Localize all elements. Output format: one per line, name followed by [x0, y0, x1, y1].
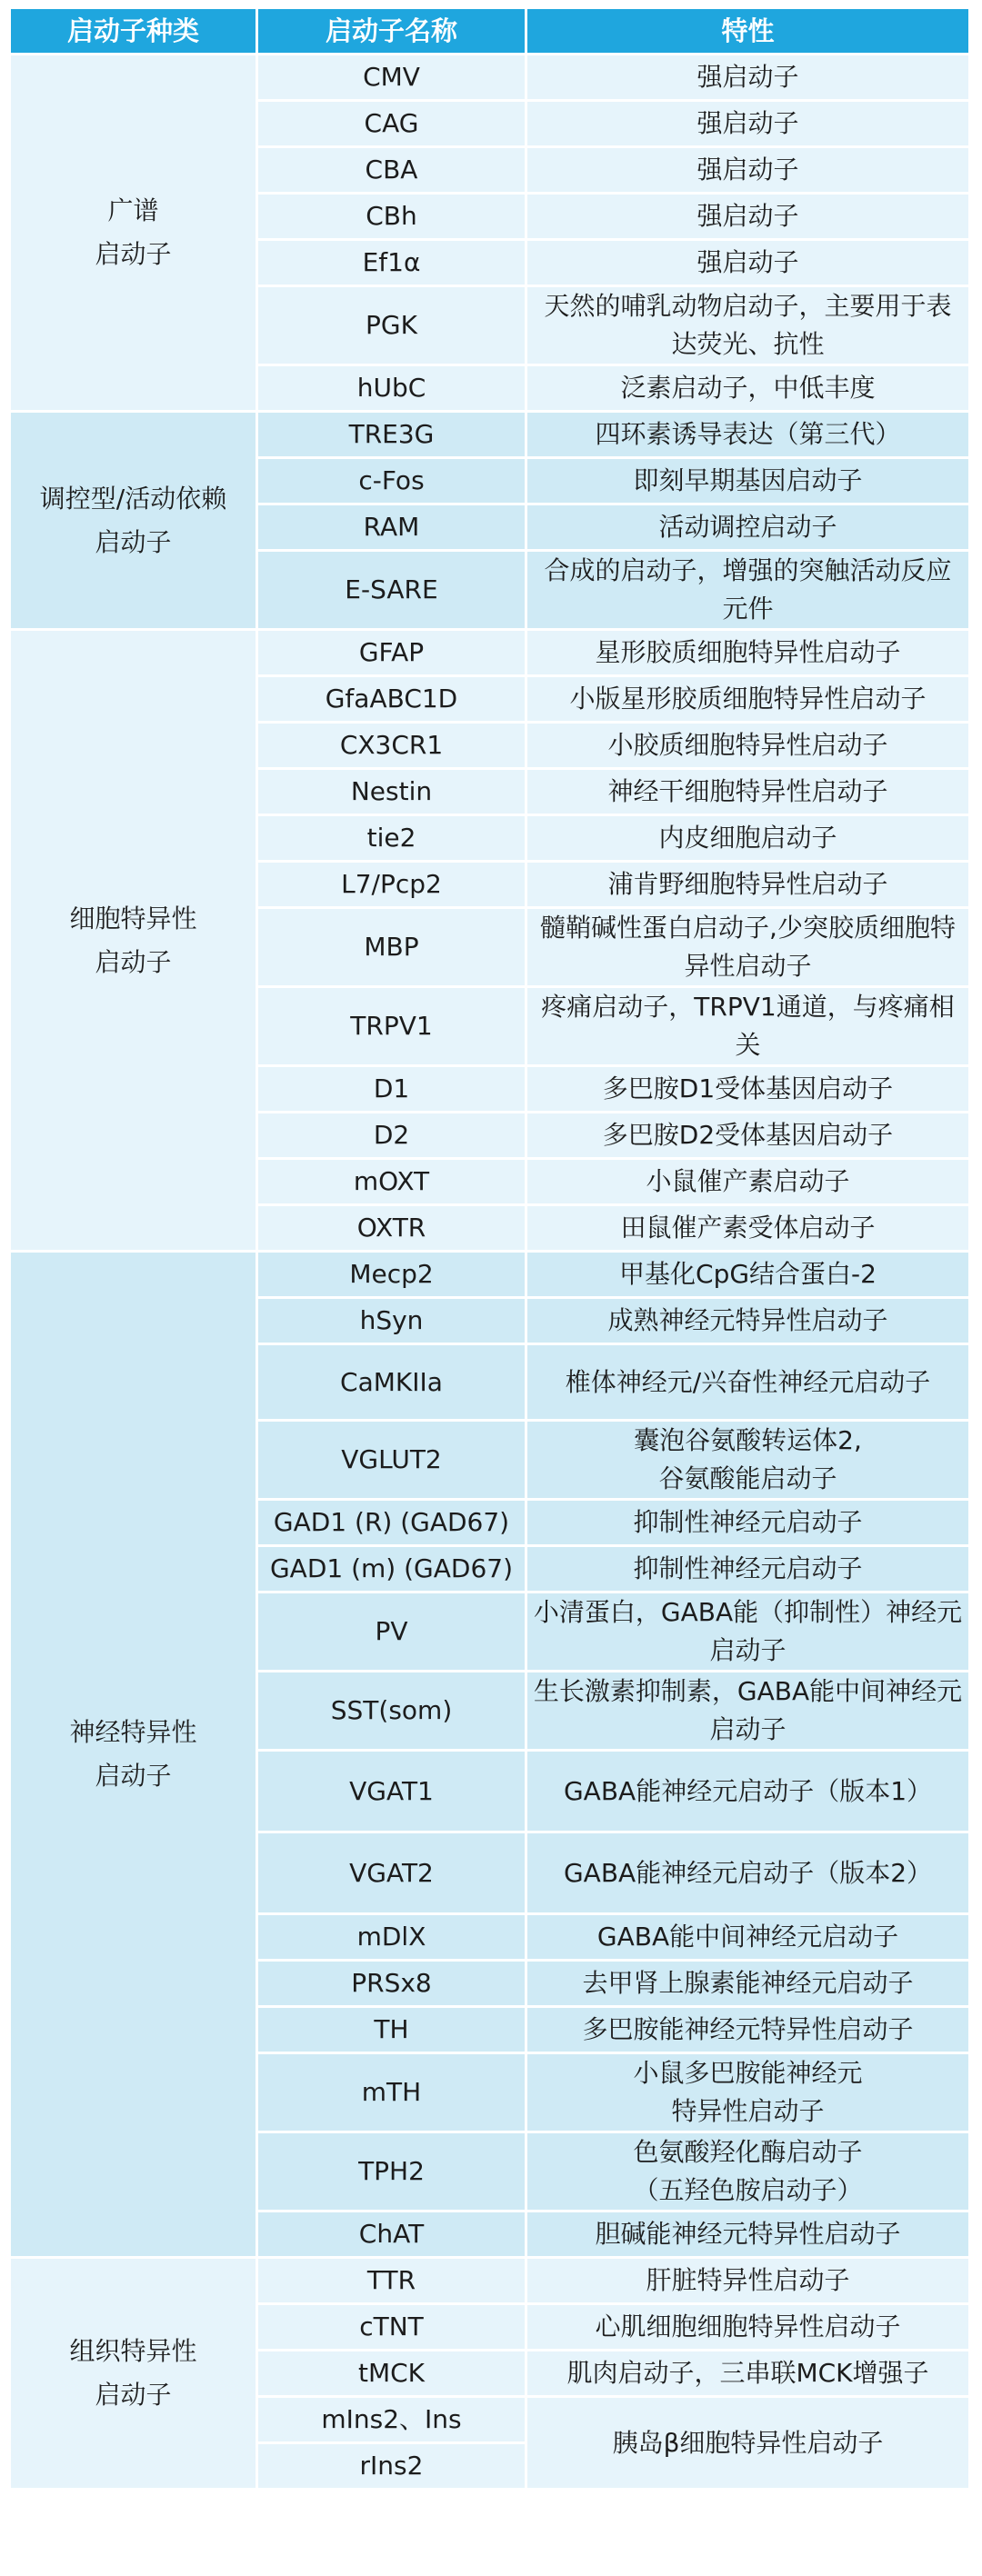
promoter-name-cell: L7/Pcp2 — [258, 863, 527, 909]
promoter-feature-cell: 神经干细胞特异性启动子 — [527, 770, 971, 816]
promoter-feature-cell: 肌肉启动子，三串联MCK增强子 — [527, 2351, 971, 2398]
promoter-name-cell: mIns2、Ins — [258, 2398, 527, 2444]
promoter-feature-cell: 强启动子 — [527, 195, 971, 241]
promoter-name-cell: CAG — [258, 102, 527, 148]
promoter-name-cell: GfaABC1D — [258, 677, 527, 724]
table-row — [11, 55, 971, 102]
promoter-feature-cell: 活动调控启动子 — [527, 505, 971, 552]
promoter-feature-cell: 田鼠催产素受体启动子 — [527, 1206, 971, 1253]
category-cell: 细胞特异性 启动子 — [11, 631, 258, 1253]
promoter-name-cell: mDlX — [258, 1915, 527, 1962]
table-row — [11, 631, 971, 677]
promoter-name-cell: CX3CR1 — [258, 724, 527, 770]
promoter-feature-cell: 甲基化CpG结合蛋白-2 — [527, 1253, 971, 1299]
promoter-feature-cell: GABA能神经元启动子（版本2） — [527, 1833, 971, 1915]
promoter-name-cell: GAD1 (m) (GAD67) — [258, 1547, 527, 1593]
promoter-name-cell: RAM — [258, 505, 527, 552]
promoter-feature-cell: 浦肯野细胞特异性启动子 — [527, 863, 971, 909]
promoter-name-cell: VGLUT2 — [258, 1422, 527, 1501]
promoter-name-cell: GAD1 (R) (GAD67) — [258, 1501, 527, 1547]
promoter-table — [11, 9, 971, 2491]
promoter-name-cell: CMV — [258, 55, 527, 102]
promoter-feature-cell: 抑制性神经元启动子 — [527, 1501, 971, 1547]
promoter-feature-cell: 天然的哺乳动物启动子，主要用于表达荧光、抗性 — [527, 287, 971, 366]
promoter-feature-cell: 生长激素抑制素，GABA能中间神经元启动子 — [527, 1672, 971, 1752]
promoter-name-cell: cTNT — [258, 2305, 527, 2351]
promoter-name-cell: CaMKIIa — [258, 1345, 527, 1422]
promoter-feature-cell: GABA能神经元启动子（版本1） — [527, 1752, 971, 1833]
promoter-feature-cell: 小鼠多巴胺能神经元 特异性启动子 — [527, 2054, 971, 2133]
promoter-feature-cell: 椎体神经元/兴奋性神经元启动子 — [527, 1345, 971, 1422]
category-cell: 组织特异性 启动子 — [11, 2259, 258, 2491]
promoter-feature-cell: 强启动子 — [527, 102, 971, 148]
promoter-name-cell: OXTR — [258, 1206, 527, 1253]
promoter-name-cell: tie2 — [258, 816, 527, 863]
promoter-name-cell: ChAT — [258, 2212, 527, 2259]
promoter-name-cell: TPH2 — [258, 2133, 527, 2212]
promoter-name-cell: c-Fos — [258, 459, 527, 505]
promoter-feature-cell: 多巴胺D1受体基因启动子 — [527, 1067, 971, 1113]
promoter-name-cell: mOXT — [258, 1160, 527, 1206]
category-cell: 广谱 启动子 — [11, 55, 258, 413]
promoter-name-cell: VGAT2 — [258, 1833, 527, 1915]
promoter-feature-cell: 强启动子 — [527, 55, 971, 102]
promoter-feature-cell: 成熟神经元特异性启动子 — [527, 1299, 971, 1345]
promoter-name-cell: PRSx8 — [258, 1962, 527, 2008]
promoter-name-cell: hUbC — [258, 366, 527, 413]
promoter-name-cell: Mecp2 — [258, 1253, 527, 1299]
promoter-table-wrapper — [11, 9, 971, 2491]
promoter-feature-cell: 多巴胺D2受体基因启动子 — [527, 1113, 971, 1160]
table-row — [11, 2259, 971, 2305]
promoter-feature-cell: GABA能中间神经元启动子 — [527, 1915, 971, 1962]
category-cell: 调控型/活动依赖 启动子 — [11, 413, 258, 631]
promoter-name-cell: TRPV1 — [258, 988, 527, 1067]
promoter-feature-cell: 合成的启动子，增强的突触活动反应元件 — [527, 552, 971, 631]
promoter-name-cell: D1 — [258, 1067, 527, 1113]
promoter-feature-cell: 小清蛋白，GABA能（抑制性）神经元启动子 — [527, 1593, 971, 1672]
promoter-name-cell: MBP — [258, 909, 527, 988]
promoter-feature-cell: 抑制性神经元启动子 — [527, 1547, 971, 1593]
promoter-name-cell: TRE3G — [258, 413, 527, 459]
table-row — [11, 1253, 971, 1299]
promoter-name-cell: CBh — [258, 195, 527, 241]
table-row — [11, 413, 971, 459]
promoter-name-cell: PGK — [258, 287, 527, 366]
promoter-name-cell: hSyn — [258, 1299, 527, 1345]
promoter-name-cell: PV — [258, 1593, 527, 1672]
table-body — [11, 55, 971, 2491]
promoter-feature-cell: 髓鞘碱性蛋白启动子,少突胶质细胞特异性启动子 — [527, 909, 971, 988]
promoter-feature-cell: 胰岛β细胞特异性启动子 — [527, 2398, 971, 2491]
promoter-feature-cell: 泛素启动子，中低丰度 — [527, 366, 971, 413]
promoter-name-cell: SST(som) — [258, 1672, 527, 1752]
promoter-name-cell: GFAP — [258, 631, 527, 677]
promoter-feature-cell: 小版星形胶质细胞特异性启动子 — [527, 677, 971, 724]
promoter-name-cell: Nestin — [258, 770, 527, 816]
category-cell: 神经特异性 启动子 — [11, 1253, 258, 2259]
promoter-feature-cell: 四环素诱导表达（第三代） — [527, 413, 971, 459]
promoter-feature-cell: 小鼠催产素启动子 — [527, 1160, 971, 1206]
promoter-feature-cell: 疼痛启动子，TRPV1通道，与疼痛相关 — [527, 988, 971, 1067]
table-header-row — [11, 9, 971, 55]
promoter-name-cell: Ef1α — [258, 241, 527, 287]
promoter-feature-cell: 即刻早期基因启动子 — [527, 459, 971, 505]
promoter-feature-cell: 多巴胺能神经元特异性启动子 — [527, 2008, 971, 2054]
promoter-name-cell: E-SARE — [258, 552, 527, 631]
promoter-feature-cell: 内皮细胞启动子 — [527, 816, 971, 863]
promoter-name-cell: TH — [258, 2008, 527, 2054]
promoter-feature-cell: 囊泡谷氨酸转运体2, 谷氨酸能启动子 — [527, 1422, 971, 1501]
promoter-feature-cell: 肝脏特异性启动子 — [527, 2259, 971, 2305]
promoter-feature-cell: 星形胶质细胞特异性启动子 — [527, 631, 971, 677]
promoter-name-cell: VGAT1 — [258, 1752, 527, 1833]
promoter-name-cell: TTR — [258, 2259, 527, 2305]
promoter-feature-cell: 强启动子 — [527, 241, 971, 287]
header-feature: 特性 — [527, 9, 971, 55]
promoter-name-cell: mTH — [258, 2054, 527, 2133]
promoter-name-cell: tMCK — [258, 2351, 527, 2398]
promoter-name-cell: CBA — [258, 148, 527, 195]
promoter-feature-cell: 去甲肾上腺素能神经元启动子 — [527, 1962, 971, 2008]
promoter-name-cell: D2 — [258, 1113, 527, 1160]
promoter-name-cell: rIns2 — [258, 2444, 527, 2491]
promoter-feature-cell: 色氨酸羟化酶启动子 （五羟色胺启动子） — [527, 2133, 971, 2212]
header-name: 启动子名称 — [258, 9, 527, 55]
promoter-feature-cell: 胆碱能神经元特异性启动子 — [527, 2212, 971, 2259]
promoter-feature-cell: 小胶质细胞特异性启动子 — [527, 724, 971, 770]
promoter-feature-cell: 强启动子 — [527, 148, 971, 195]
promoter-feature-cell: 心肌细胞细胞特异性启动子 — [527, 2305, 971, 2351]
header-category: 启动子种类 — [11, 9, 258, 55]
